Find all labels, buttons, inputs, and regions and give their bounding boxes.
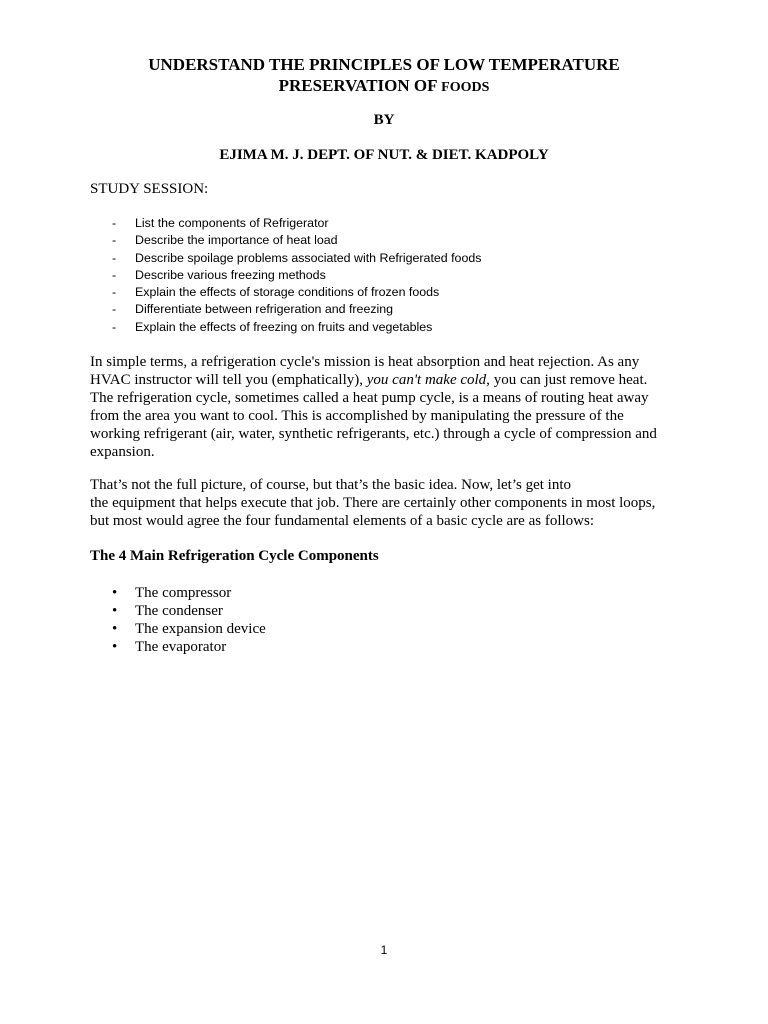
by-line: BY xyxy=(373,112,395,128)
components-heading: The 4 Main Refrigeration Cycle Components xyxy=(90,548,379,564)
dash-marker: - xyxy=(112,216,117,230)
document-title xyxy=(90,54,678,98)
bullet-marker: • xyxy=(112,585,118,601)
component-text: The condenser xyxy=(135,603,223,620)
paragraph-text: In simple terms, a refrigeration cycle's mission is heat absorption and heat rejection. As any HVAC instructor will tell you (emphatically), xyxy=(90,354,640,388)
bullet-marker: • xyxy=(112,603,118,620)
objective-text: Explain the effects of freezing on fruits and vegetables xyxy=(135,319,433,334)
title-line-2-small: FOODS xyxy=(441,80,490,95)
objective-text: List the components of Refrigerator xyxy=(135,216,329,230)
bullet-marker: • xyxy=(112,621,118,638)
component-text: The compressor xyxy=(135,585,232,601)
title-line-1: UNDERSTAND THE PRINCIPLES OF LOW TEMPERATURE xyxy=(148,55,620,74)
dash-marker: - xyxy=(112,285,117,300)
dash-marker: - xyxy=(112,250,117,265)
dash-marker: - xyxy=(112,233,117,248)
bullet-marker: • xyxy=(112,639,118,656)
objective-text: Differentiate between refrigeration and freezing xyxy=(135,302,394,317)
paragraph-text: That’s not the full picture, of course, but that’s the basic idea. Now, let’s get into xyxy=(90,477,571,493)
objective-text: Explain the effects of storage conditions of frozen foods xyxy=(135,285,440,300)
author-line: EJIMA M. J. DEPT. OF NUT. & DIET. KADPOLY xyxy=(219,147,549,163)
page-number: 1 xyxy=(380,943,388,957)
dash-marker: - xyxy=(112,267,117,282)
dash-marker: - xyxy=(112,302,117,317)
component-text: The evaporator xyxy=(135,639,227,656)
paragraph-text: the equipment that helps execute that job. There are certainly other components in most loops, but most would agree the four fundamental elements of a basic cycle are as follows: xyxy=(90,494,656,529)
objective-text: Describe spoilage problems associated with Refrigerated foods xyxy=(135,250,482,265)
paragraph-basic-idea xyxy=(90,477,672,531)
paragraph-text: you can just remove heat. The refrigeration cycle, sometimes called a heat pump cycle, is a means of routing heat away from the area you want to cool. This is accomplished by manipulating the pressure of the working refrigerant (air, water, synthetic refrigerants, etc.) through a cycle of compression and expansion. xyxy=(90,371,657,460)
title-line-2: PRESERVATION OF xyxy=(278,76,437,95)
component-text: The expansion device xyxy=(135,621,266,638)
emphasis-text: you can't make cold, xyxy=(366,371,490,388)
objective-text: Describe various freezing methods xyxy=(135,267,326,282)
paragraph-refrigeration-cycle xyxy=(90,354,672,461)
dash-marker: - xyxy=(112,319,117,334)
study-session-label: STUDY SESSION: xyxy=(90,181,209,197)
objective-text: Describe the importance of heat load xyxy=(135,233,338,248)
